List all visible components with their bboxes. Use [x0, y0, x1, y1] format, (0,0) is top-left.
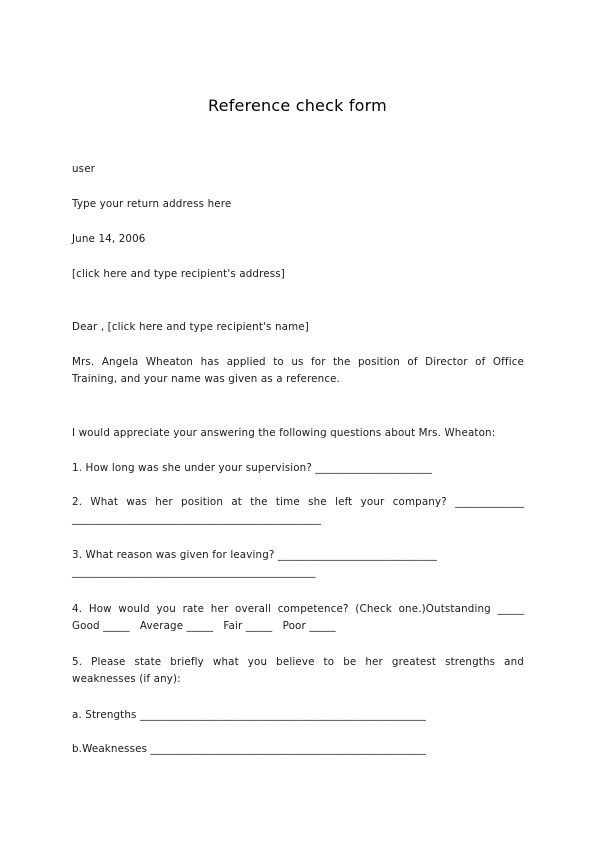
recipient-address: [click here and type recipient's address]	[72, 268, 285, 280]
intro-line-2: Training, and your name was given as a reference.	[72, 373, 341, 385]
return-address: Type your return address here	[72, 198, 232, 210]
question-5-line-1: 5. Please state briefly what you believe to be her greatest strengths and	[72, 656, 524, 668]
question-2-line-1: 2. What was her position at the time she left your company? _____________	[72, 496, 524, 508]
question-5-line-2: weaknesses (if any):	[72, 673, 181, 685]
question-4-line-1: 4. How would you rate her overall competence? (Check one.)Outstanding _____	[72, 603, 524, 615]
question-3-line-2: ______________________________________________	[72, 566, 316, 578]
sender-name: user	[72, 163, 96, 175]
document-title: Reference check form	[208, 96, 387, 115]
question-4-rating-options: Good _____ Average _____ Fair _____ Poor _____	[72, 620, 336, 632]
salutation: Dear , [click here and type recipient's name]	[72, 321, 309, 333]
letter-date: June 14, 2006	[72, 233, 146, 245]
question-2-line-2: _______________________________________________	[72, 513, 322, 525]
intro-line-1: Mrs. Angela Wheaton has applied to us for the position of Director of Office	[72, 356, 524, 368]
question-1: 1. How long was she under your supervision? ______________________	[72, 462, 432, 474]
question-3-line-1: 3. What reason was given for leaving? ______________________________	[72, 549, 437, 561]
strengths-field: a. Strengths ______________________________________________________	[72, 709, 427, 721]
request-text: I would appreciate your answering the following questions about Mrs. Wheaton:	[72, 427, 496, 439]
weaknesses-field: b.Weaknesses ____________________________________________________	[72, 743, 427, 755]
